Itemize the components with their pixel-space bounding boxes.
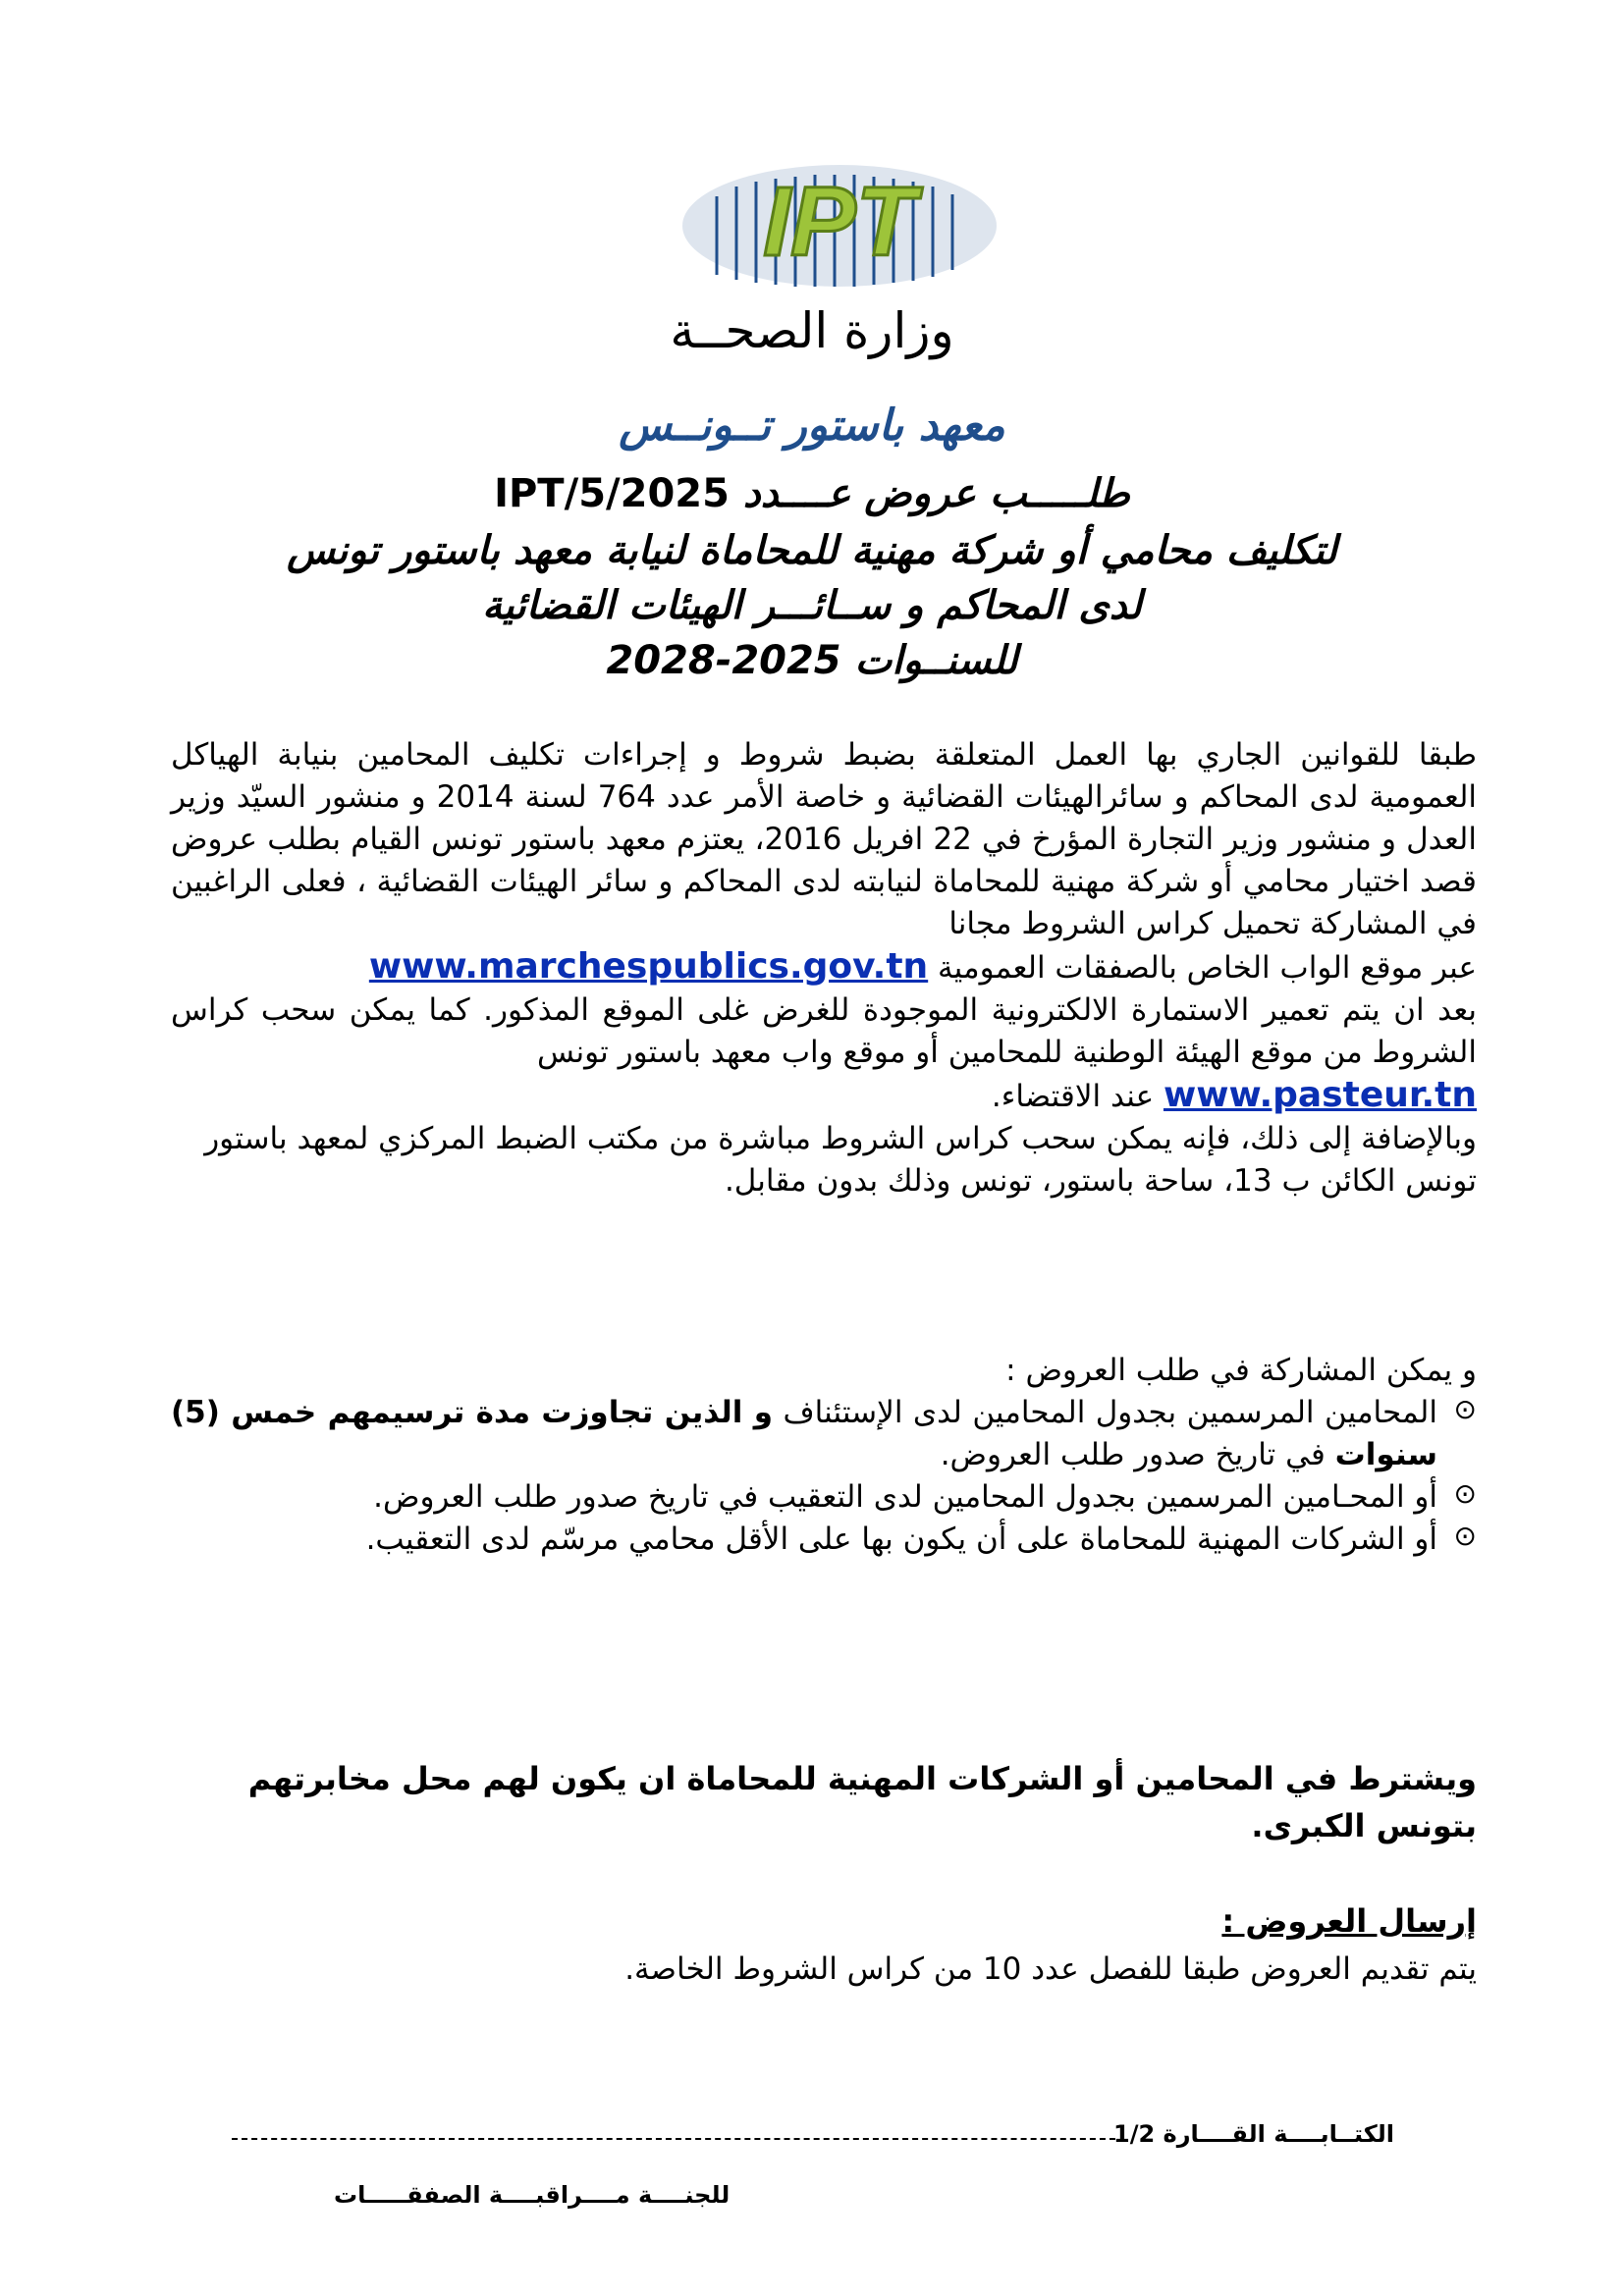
circled-dot-icon: ⊙ <box>1453 1520 1477 1552</box>
marchespublics-link[interactable]: www.marchespublics.gov.tn <box>368 946 929 987</box>
body-text-4: وبالإضافة إلى ذلك، فإنه يمكن سحب كراس الشروط مباشرة من مكتب الضبط المركزي لمعهد باستور تونس الكائن ب 13، ساحة باستور، تونس وذلك بدون مقابل. <box>204 1121 1477 1199</box>
body-text-1: طبقا للقوانين الجاري بها العمل المتعلقة بضبط شروط و إجراءات تكليف المحامين بنيابة الهياكل العمومية لدى المحاكم و سائرالهيئات القضائية و خاصة الأمر عدد 764 لسنة 2014 و منشور السيّد وزير العدل و منشور وزير التجارة المؤرخ في 22 افريل 2016، يعتزم معهد باستور تونس القيام بطلب عروض قصد اختيار محامي أو شركة مهنية للمحاماة لنيابته لدى المحاكم و سائر الهيئات القضائية ، فعلى الراغبين في المشاركة تحميل كراس الشروط مجانا <box>171 737 1477 941</box>
ministry-title: وزارة الصحــة <box>670 302 954 359</box>
tender-subject: لتكليف محامي أو شركة مهنية للمحاماة لنيابة معهد باستور تونس <box>287 528 1337 573</box>
pasteur-link[interactable]: www.pasteur.tn <box>1163 1075 1477 1115</box>
circled-dot-icon: ⊙ <box>1453 1393 1477 1425</box>
participation-section <box>171 1350 1477 1561</box>
list-item <box>171 1392 1477 1476</box>
list-item <box>171 1519 1477 1561</box>
footer-committee: للجنــــة مــــراقبــــة الصفقـــــات <box>334 2181 731 2209</box>
institute-name: معهد باستور تــونــس <box>619 400 1005 451</box>
body-text-3-suffix: عند الاقتضاء. <box>991 1079 1155 1114</box>
bullet-1-bold: و الذين تجاوزت مدة ترسيمهم خمس (5) سنوات <box>171 1395 1437 1472</box>
list-item <box>171 1476 1477 1519</box>
submission-heading: إرسال العروض : <box>1221 1902 1477 1940</box>
participation-intro: و يمكن المشاركة في طلب العروض : <box>1005 1353 1477 1388</box>
participation-list <box>171 1392 1477 1561</box>
svg-text:IPT: IPT <box>763 167 916 277</box>
bullet-1-end: في تاريخ صدور طلب العروض. <box>940 1437 1326 1472</box>
footer-divider <box>232 2138 1115 2140</box>
ipt-logo <box>677 157 1001 294</box>
bullet-2-text: أو المحـامين المرسمين بجدول المحامين لدى التعقيب في تاريخ صدور طلب العروض. <box>373 1479 1437 1515</box>
body-text-3: بعد ان يتم تعمير الاستمارة الالكترونية الموجودة للغرض غلى الموقع المذكور. كما يمكن سحب كراس الشروط من موقع الهيئة الوطنية للمحامين أو موقع واب معهد باستور تونس <box>171 992 1477 1070</box>
bullet-3-text: أو الشركات المهنية للمحاماة على أن يكون بها على الأقل محامي مرسّم لدى التعقيب. <box>365 1522 1437 1557</box>
body-paragraph <box>171 734 1477 1202</box>
bullet-1-text: المحامين المرسمين بجدول المحامين لدى الإستئناف <box>783 1395 1437 1430</box>
body-text-2: عبر موقع الواب الخاص بالصفقات العمومية <box>938 950 1477 986</box>
submission-text: يتم تقديم العروض طبقا للفصل عدد 10 من كراس الشروط الخاصة. <box>624 1951 1477 1987</box>
circled-dot-icon: ⊙ <box>1453 1477 1477 1510</box>
footer-secretariat: الكتــابــــة القــــارة 1/2 <box>1113 2120 1394 2148</box>
tender-number: IPT/5/2025 <box>494 471 730 516</box>
tender-label: طلـــــب عروض عــــدد <box>742 471 1130 516</box>
condition-text: ويشترط في المحامين أو الشركات المهنية للمحاماة ان يكون لهم محل مخابرتهم بتونس الكبرى. <box>247 1760 1477 1844</box>
tender-venue: لدى المحاكم و ســائـــر الهيئات القضائية <box>482 583 1142 628</box>
tender-years: للسنــوات 2025-2028 <box>606 638 1018 683</box>
tender-number-line <box>0 469 1624 518</box>
